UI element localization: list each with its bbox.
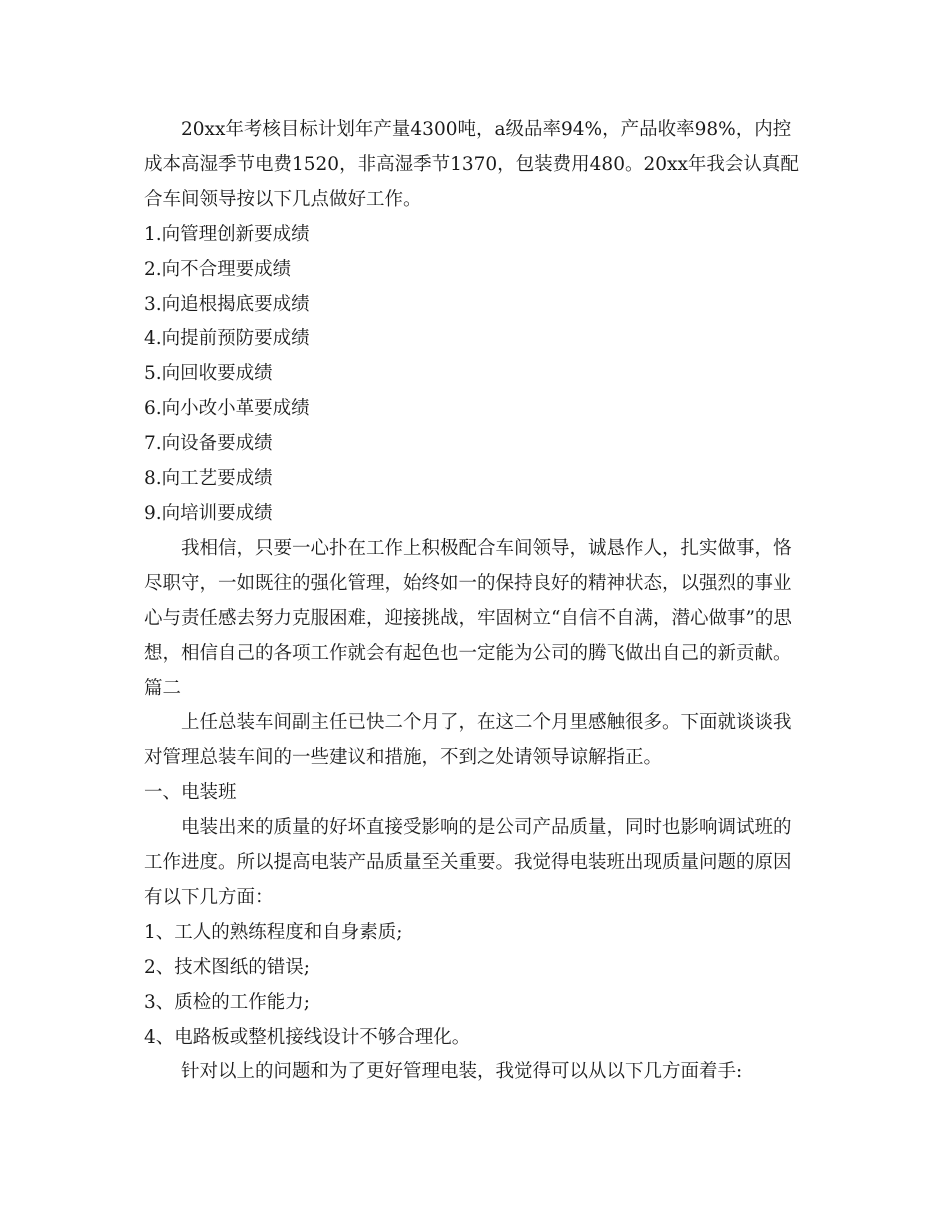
list-item: 4.向提前预防要成绩 [144, 328, 310, 350]
paragraph-intro: 上任总装车间副主任已快二个月了，在这二个月里感触很多。下面就谈谈我对管理总装车间的一些建议和措施，不到之处请领导谅解指正。 [144, 712, 792, 769]
document-body [144, 113, 808, 1090]
list-item: 2.向不合理要成绩 [144, 258, 292, 280]
list-item: 3、质检的工作能力; [144, 991, 311, 1013]
list-item: 8.向工艺要成绩 [144, 468, 273, 490]
paragraph-quality-causes: 电装出来的质量的好坏直接受影响的是公司产品质量，同时也影响调试班的工作进度。所以提高电装产品质量至关重要。我觉得电装班出现质量问题的原因有以下几方面： [144, 817, 792, 908]
list-item: 1、工人的熟练程度和自身素质; [144, 921, 403, 943]
list-item: 4、电路板或整机接线设计不够合理化。 [144, 1026, 471, 1048]
list-item: 5.向回收要成绩 [144, 363, 273, 385]
list-item: 1.向管理创新要成绩 [144, 223, 310, 245]
list-item: 6.向小改小革要成绩 [144, 398, 310, 420]
list-item: 2、技术图纸的错误; [144, 956, 311, 978]
paragraph-commitment: 我相信，只要一心扑在工作上积极配合车间领导，诚恳作人，扎实做事，恪尽职守，一如既往的强化管理，始终如一的保持良好的精神状态，以强烈的事业心与责任感去努力克服困难，迎接挑战，牢固树立“自信不自满，潜心做事”的思想，相信自己的各项工作就会有起色也一定能为公司的腾飞做出自己的新贡献。 [144, 537, 792, 664]
section-heading-electrical-team: 一、电装班 [144, 782, 237, 804]
paragraph-measures: 针对以上的问题和为了更好管理电装，我觉得可以从以下几方面着手: [181, 1061, 743, 1083]
paragraph-targets: 20xx年考核目标计划年产量4300吨，a级品率94%，产品收率98%，内控成本高湿季节电费1520，非高湿季节1370，包装费用480。20xx年我会认真配合车间领导按以下几点做好工作。 [144, 119, 799, 210]
section-heading-part-two: 篇二 [144, 677, 182, 699]
list-item: 3.向追根揭底要成绩 [144, 293, 310, 315]
list-item: 7.向设备要成绩 [144, 433, 273, 455]
list-item: 9.向培训要成绩 [144, 502, 273, 524]
